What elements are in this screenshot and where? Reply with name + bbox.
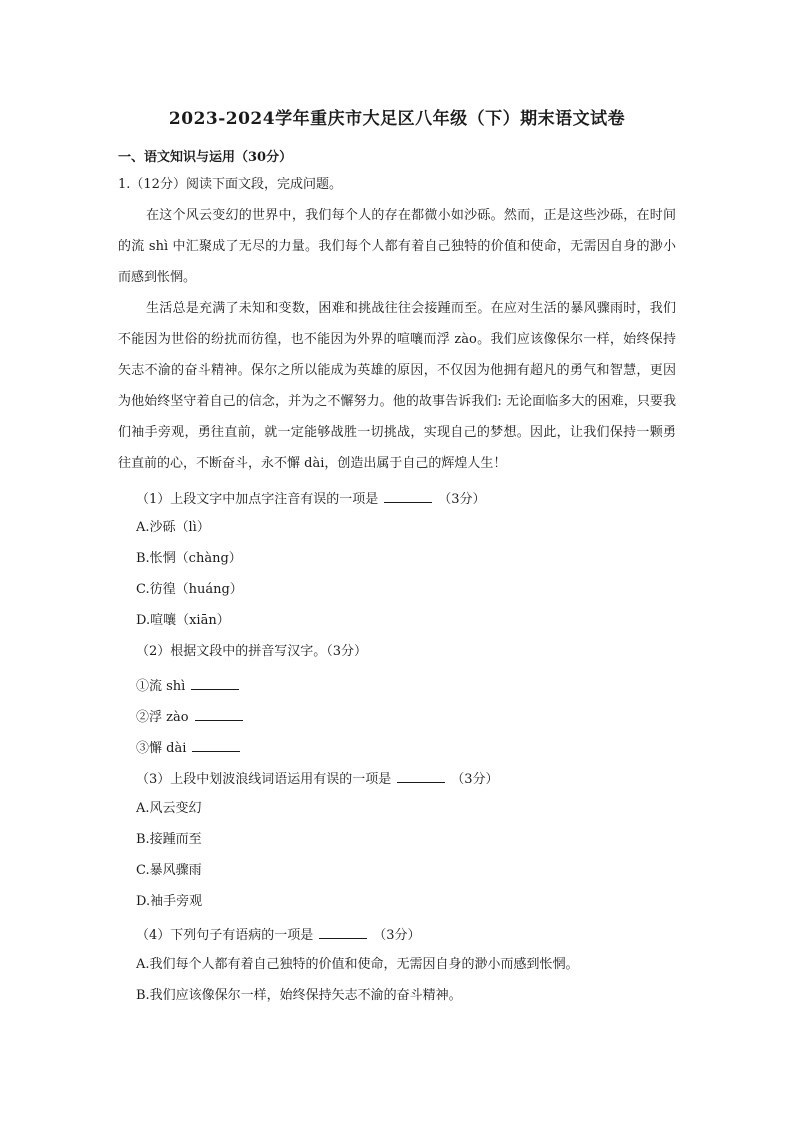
question-1-stem: 1.（12分）阅读下面文段，完成问题。 bbox=[118, 177, 342, 192]
option-a: A.沙砾（lì） bbox=[136, 520, 210, 535]
answer-blank[interactable] bbox=[319, 926, 367, 939]
answer-blank[interactable] bbox=[192, 739, 240, 752]
sub-question-1 bbox=[136, 490, 486, 506]
option-c: C.彷徨（huáng） bbox=[136, 582, 243, 597]
pinyin-item-1 bbox=[136, 677, 245, 693]
answer-blank[interactable] bbox=[191, 677, 239, 690]
sub-question-1-score: （3分） bbox=[438, 492, 486, 507]
pinyin-item-2 bbox=[136, 708, 249, 724]
option-d: D.袖手旁观 bbox=[136, 894, 203, 909]
exam-title: 2023-2024学年重庆市大足区八年级（下）期末语文试卷 bbox=[168, 109, 626, 129]
sub-question-2-prompt: （2）根据文段中的拼音写汉字。（3分） bbox=[136, 644, 368, 659]
passage-paragraph-2: 生活总是充满了未知和变数，困难和挑战往往会接踵而至。在应对生活的暴风骤雨时，我们不能因为世俗的纷扰而彷徨，也不能因为外界的喧嚷而浮 zào。我们应该像保尔一样，始终保持矢志不渝的奋斗精神。保尔之所以能成为英雄的原因，不仅因为他拥有超凡的勇气和智慧，更因为他始终坚守着自己的信念，并为之不懈努力。他的故事告诉我们: 无论面临多大的困难，只要我们袖手旁观，勇往直前，就一定能够战胜一切挑战，实现自己的梦想。因此，让我们保持一颗勇往直前的心，不断奋斗，永不懈 dài，创造出属于自己的辉煌人生！ bbox=[118, 301, 676, 471]
sub-question-3 bbox=[136, 770, 499, 786]
passage-paragraph-1: 在这个风云变幻的世界中，我们每个人的存在都微小如沙砾。然而，正是这些沙砾，在时间的流 shì 中汇聚成了无尽的力量。我们每个人都有着自己独特的价值和使命，无需因自身的渺小而感到怅惘。 bbox=[118, 208, 676, 285]
pinyin-item-1-label: ①流 shì bbox=[136, 679, 186, 694]
option-a: A.风云变幻 bbox=[136, 801, 202, 816]
option-c: C.暴风骤雨 bbox=[136, 863, 202, 878]
answer-blank[interactable] bbox=[397, 770, 445, 783]
answer-blank[interactable] bbox=[195, 708, 243, 721]
sub-question-3-score: （3分） bbox=[451, 772, 499, 787]
pinyin-item-2-label: ②浮 zào bbox=[136, 710, 189, 725]
sub-question-4-prompt: （4）下列句子有语病的一项是 bbox=[136, 928, 314, 943]
sub-question-1-prompt: （1）上段文字中加点字注音有误的一项是 bbox=[136, 492, 379, 507]
option-b: B.我们应该像保尔一样，始终保持矢志不渝的奋斗精神。 bbox=[136, 988, 462, 1003]
option-b: B.怅惘（chàng） bbox=[136, 551, 242, 566]
answer-blank[interactable] bbox=[384, 490, 432, 503]
sub-question-4 bbox=[136, 926, 421, 942]
option-d: D.喧嚷（xiān） bbox=[136, 613, 230, 628]
pinyin-item-3-label: ③懈 dài bbox=[136, 741, 187, 756]
sub-question-4-score: （3分） bbox=[373, 928, 421, 943]
sub-question-3-prompt: （3）上段中划波浪线词语运用有误的一项是 bbox=[136, 772, 392, 787]
option-b: B.接踵而至 bbox=[136, 832, 202, 847]
pinyin-item-3 bbox=[136, 739, 246, 755]
section-heading: 一、语文知识与运用（30分） bbox=[118, 150, 293, 165]
option-a: A.我们每个人都有着自己独特的价值和使命，无需因自身的渺小而感到怅惘。 bbox=[136, 957, 579, 972]
